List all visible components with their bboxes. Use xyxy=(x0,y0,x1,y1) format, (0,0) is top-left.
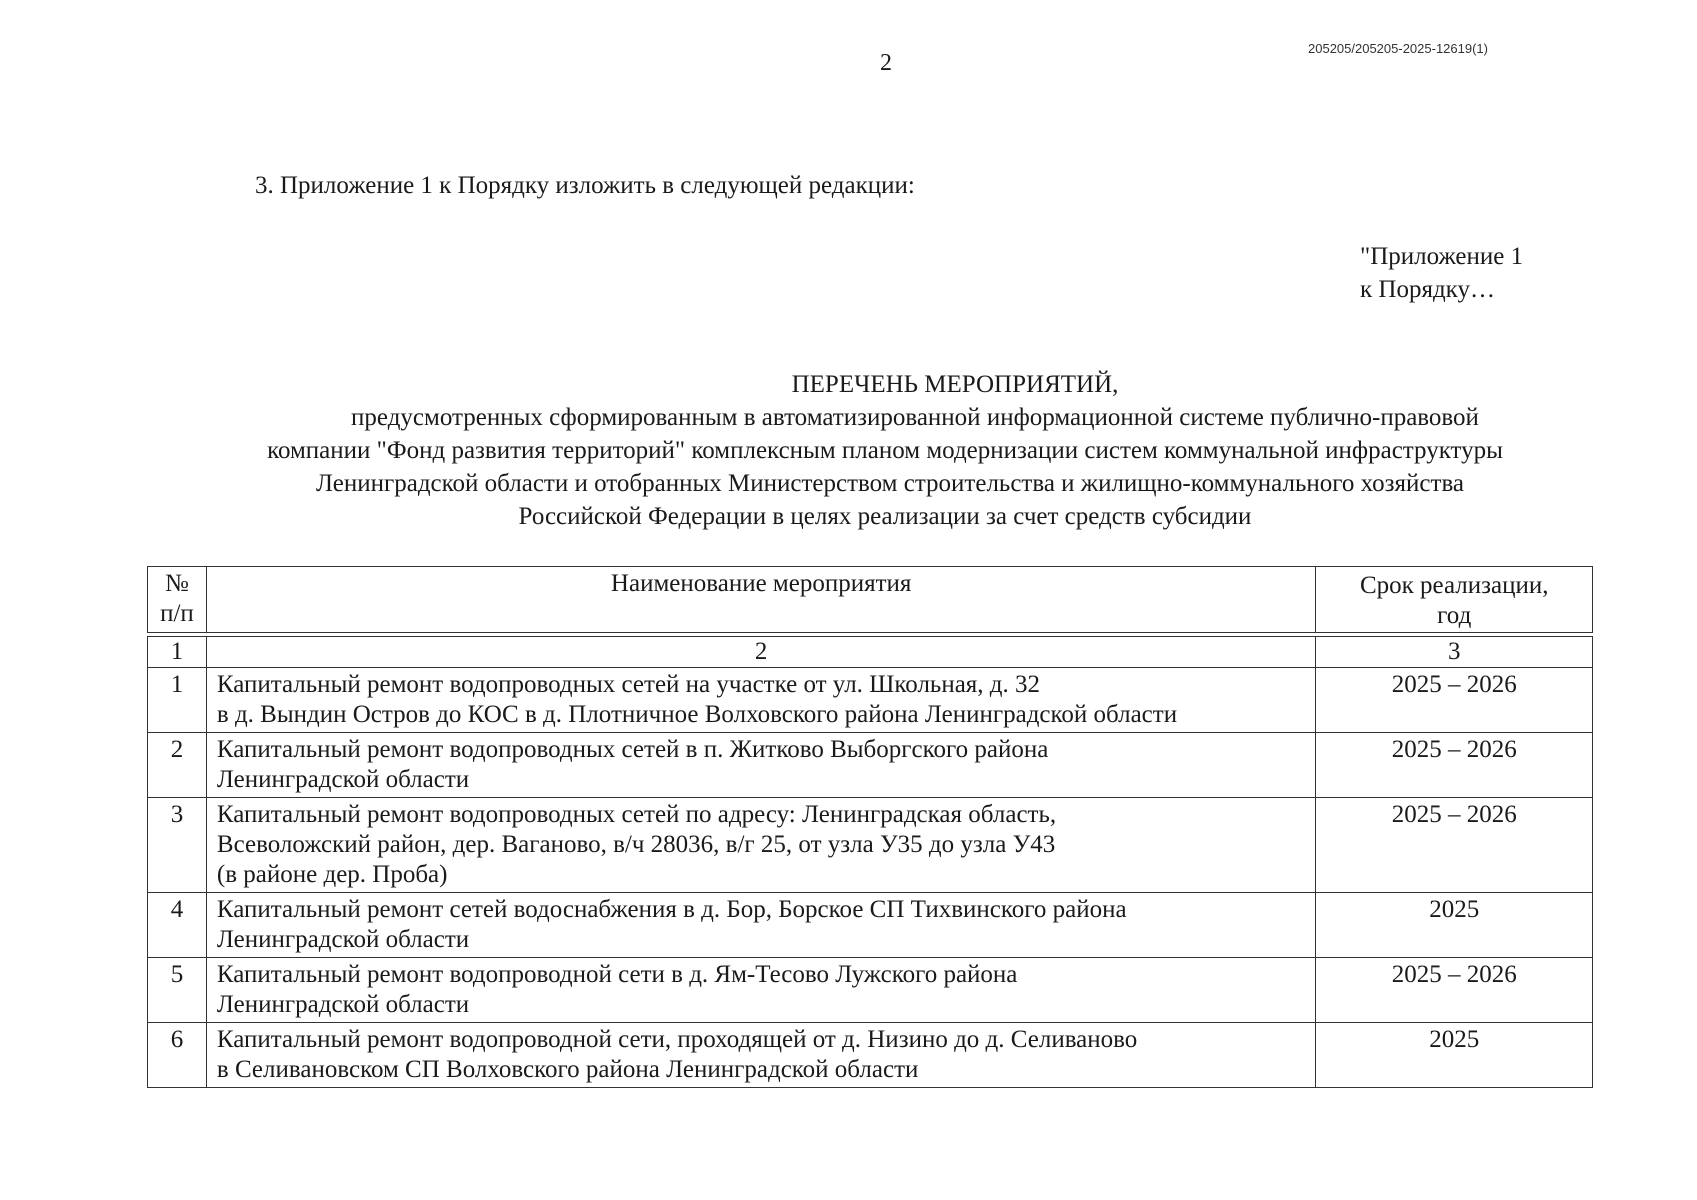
row-measure-name-line: Ленинградской области xyxy=(216,991,470,1018)
table-header-row xyxy=(148,567,1593,633)
row-measure-name-line: Ленинградской области xyxy=(216,926,470,953)
header-term xyxy=(1316,567,1593,633)
table-row xyxy=(148,668,1593,733)
table-row xyxy=(148,893,1593,958)
row-measure-name-line: Капитальный ремонт водопроводных сетей в п. Житково Выборгского района xyxy=(216,736,1049,763)
row-measure-name-line: Капитальный ремонт водопроводных сетей на участке от ул. Школьная, д. 32 xyxy=(216,671,1041,698)
row-measure-name-line: Капитальный ремонт сетей водоснабжения в д. Бор, Борское СП Тихвинского района xyxy=(216,896,1127,923)
row-measure-name-line: Капитальный ремонт водопроводной сети в д. Ям-Тесово Лужского района xyxy=(216,961,1018,988)
row-measure-name xyxy=(206,958,1316,1023)
header-number-line-1: № xyxy=(165,570,189,597)
row-term: 2025 – 2026 xyxy=(1316,798,1593,893)
appendix-reference xyxy=(1360,240,1523,306)
row-term: 2025 – 2026 xyxy=(1316,958,1593,1023)
row-measure-name-line: Всеволожский район, дер. Ваганово, в/ч 28036, в/г 25, от узла У35 до узла У43 xyxy=(216,831,1056,858)
row-measure-name xyxy=(206,668,1316,733)
title-line-4: Российской Федерации в целях реализации за счет средств субсидии xyxy=(518,503,1252,530)
row-term: 2025 xyxy=(1316,893,1593,958)
row-number: 4 xyxy=(148,893,207,958)
index-cell-3: 3 xyxy=(1316,637,1593,668)
row-measure-name-line: Ленинградской области xyxy=(216,766,470,793)
row-number: 5 xyxy=(148,958,207,1023)
table-index-row xyxy=(148,637,1593,668)
row-measure-name xyxy=(206,798,1316,893)
appendix-line-2: к Порядку… xyxy=(1360,276,1495,303)
row-measure-name-line: Капитальный ремонт водопроводной сети, проходящей от д. Низино до д. Селиваново xyxy=(216,1026,1138,1053)
row-measure-name xyxy=(206,893,1316,958)
row-number: 3 xyxy=(148,798,207,893)
document-id: 205205/205205-2025-12619(1) xyxy=(1308,41,1488,56)
measures-table xyxy=(147,566,1593,1088)
row-measure-name-line: (в районе дер. Проба) xyxy=(216,861,448,888)
row-measure-name-line: Капитальный ремонт водопроводных сетей по адресу: Ленинградская область, xyxy=(216,801,1057,828)
title-line-2: компании "Фонд развития территорий" комплексным планом модернизации систем коммунальной инфраструктуры xyxy=(267,437,1503,464)
table-row xyxy=(148,733,1593,798)
table-row xyxy=(148,1023,1593,1088)
index-cell-1: 1 xyxy=(148,637,207,668)
table-body xyxy=(148,633,1593,1088)
row-measure-name-line: в д. Вындин Остров до КОС в д. Плотничное Волховского района Ленинградской области xyxy=(216,701,1178,728)
row-measure-name xyxy=(206,1023,1316,1088)
row-term: 2025 – 2026 xyxy=(1316,733,1593,798)
row-number: 1 xyxy=(148,668,207,733)
row-term: 2025 – 2026 xyxy=(1316,668,1593,733)
header-number-line-2: п/п xyxy=(160,600,194,627)
page-number: 2 xyxy=(880,50,892,76)
header-term-line-2: год xyxy=(1437,602,1472,629)
header-term-line-1: Срок реализации, xyxy=(1359,572,1549,599)
appendix-line-1: "Приложение 1 xyxy=(1360,243,1524,270)
row-measure-name xyxy=(206,733,1316,798)
title-line-3: Ленинградской области и отобранных Министерством строительства и жилищно-коммунального хозяйства xyxy=(315,470,1465,497)
index-cell-2: 2 xyxy=(206,637,1316,668)
document-title xyxy=(150,368,1620,533)
table-row xyxy=(148,798,1593,893)
header-number xyxy=(148,567,207,633)
row-number: 6 xyxy=(148,1023,207,1088)
row-number: 2 xyxy=(148,733,207,798)
title-line-1: предусмотренных сформированным в автоматизированной информационной системе публично-правовой xyxy=(351,404,1479,431)
title-heading: ПЕРЕЧЕНЬ МЕРОПРИЯТИЙ, xyxy=(791,371,1119,398)
paragraph-3: 3. Приложение 1 к Порядку изложить в следующей редакции: xyxy=(255,172,915,199)
row-measure-name-line: в Селивановском СП Волховского района Ленинградской области xyxy=(216,1056,919,1083)
row-term: 2025 xyxy=(1316,1023,1593,1088)
table-row xyxy=(148,958,1593,1023)
header-name: Наименование мероприятия xyxy=(206,567,1316,633)
